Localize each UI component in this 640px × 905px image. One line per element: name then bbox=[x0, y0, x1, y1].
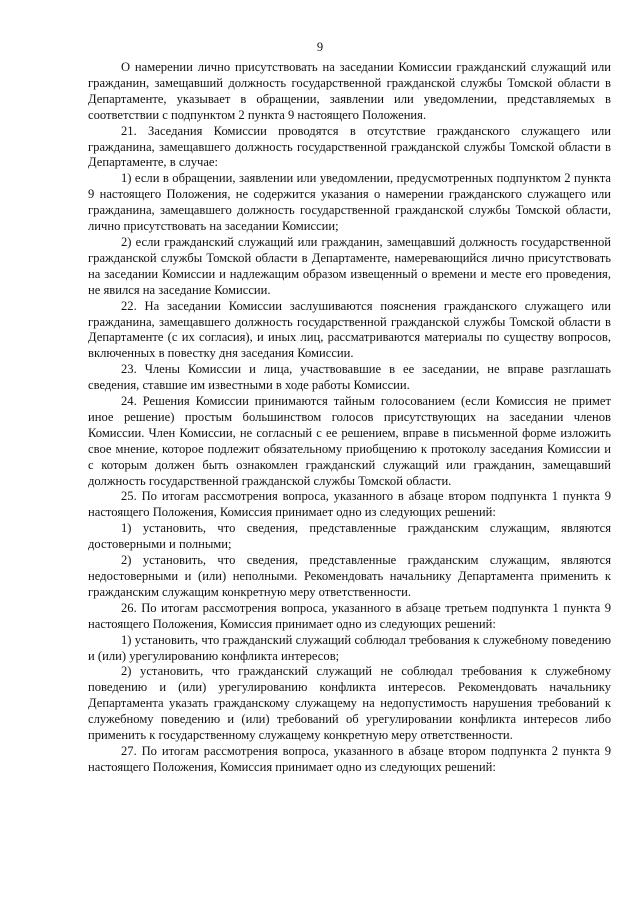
paragraph-25: 25. По итогам рассмотрения вопроса, указанного в абзаце втором подпункта 1 пункта 9 настоящего Положения, Комиссия принимает одно из следующих решений: bbox=[88, 489, 611, 520]
paragraph-21-item-1: 1) если в обращении, заявлении или уведомлении, предусмотренных подпунктом 2 пункта 9 настоящего Положения, не содержится указания о намерении гражданского служащего или гражданина, замещавшего должность государственной гражданской службы Томской области, лично присутствовать на заседании Комиссии; bbox=[88, 171, 611, 234]
paragraph-23: 23. Члены Комиссии и лица, участвовавшие в ее заседании, не вправе разглашать сведения, ставшие им известными в ходе работы Комиссии. bbox=[88, 362, 611, 393]
document-body bbox=[88, 60, 611, 776]
paragraph-26-item-1: 1) установить, что гражданский служащий соблюдал требования к служебному поведению и (или) урегулированию конфликта интересов; bbox=[88, 632, 611, 663]
paragraph-21-item-2: 2) если гражданский служащий или гражданин, замещавший должность государственной гражданской службы Томской области в Департаменте, намеревающийся лично присутствовать на заседании Комиссии и надлежащим образом извещенный о времени и месте его проведения, не явился на заседание Комиссии. bbox=[88, 234, 611, 297]
paragraph-21: 21. Заседания Комиссии проводятся в отсутствие гражданского служащего или гражданина, замещавшего должность государственной гражданской службы Томской области в Департаменте, в случае: bbox=[88, 123, 611, 170]
paragraph-26: 26. По итогам рассмотрения вопроса, указанного в абзаце третьем подпункта 1 пункта 9 настоящего Положения, Комиссия принимает одно из следующих решений: bbox=[88, 600, 611, 631]
paragraph-22: 22. На заседании Комиссии заслушиваются пояснения гражданского служащего или гражданина, замещавшего должность государственной гражданской службы Томской области в Департаменте (с их согласия), и иных лиц, рассматриваются материалы по существу вопросов, включенных в повестку дня заседания Комиссии. bbox=[88, 298, 611, 361]
paragraph-intent-to-attend: О намерении лично присутствовать на заседании Комиссии гражданский служащий или гражданин, замещавший должность государственной гражданской службы Томской области в Департаменте, указывает в обращении, заявлении или уведомлении, представляемых в соответствии с подпунктом 2 пункта 9 настоящего Положения. bbox=[88, 60, 611, 122]
paragraph-25-item-1: 1) установить, что сведения, представленные гражданским служащим, являются достоверными и полными; bbox=[88, 521, 611, 552]
paragraph-25-item-2: 2) установить, что сведения, представленные гражданским служащим, являются недостоверными и (или) неполными. Рекомендовать начальнику Департамента применить к гражданским служащим конкретную меру ответственности. bbox=[88, 553, 611, 599]
paragraph-27: 27. По итогам рассмотрения вопроса, указанного в абзаце втором подпункта 2 пункта 9 настоящего Положения, Комиссия принимает одно из следующих решений: bbox=[88, 743, 611, 774]
paragraph-26-item-2: 2) установить, что гражданский служащий не соблюдал требования к служебному поведению и (или) урегулированию конфликта интересов. Рекомендовать начальнику Департамента указать гражданскому служащему на недопустимость нарушения требований к служебному поведению и (или) требований об урегулировании конфликта интересов либо применить к государственному служащему конкретную меру ответственности. bbox=[88, 664, 611, 743]
page-number: 9 bbox=[316, 40, 324, 54]
paragraph-24: 24. Решения Комиссии принимаются тайным голосованием (если Комиссия не примет иное решение) простым большинством голосов присутствующих на заседании членов Комиссии. Член Комиссии, не согласный с ее решением, вправе в письменной форме изложить свое мнение, которое подлежит обязательному приобщению к протоколу заседания Комиссии и с которым должен быть ознакомлен гражданский служащий или гражданин, замещавший должность государственной гражданской службы Томской области. bbox=[88, 394, 611, 488]
